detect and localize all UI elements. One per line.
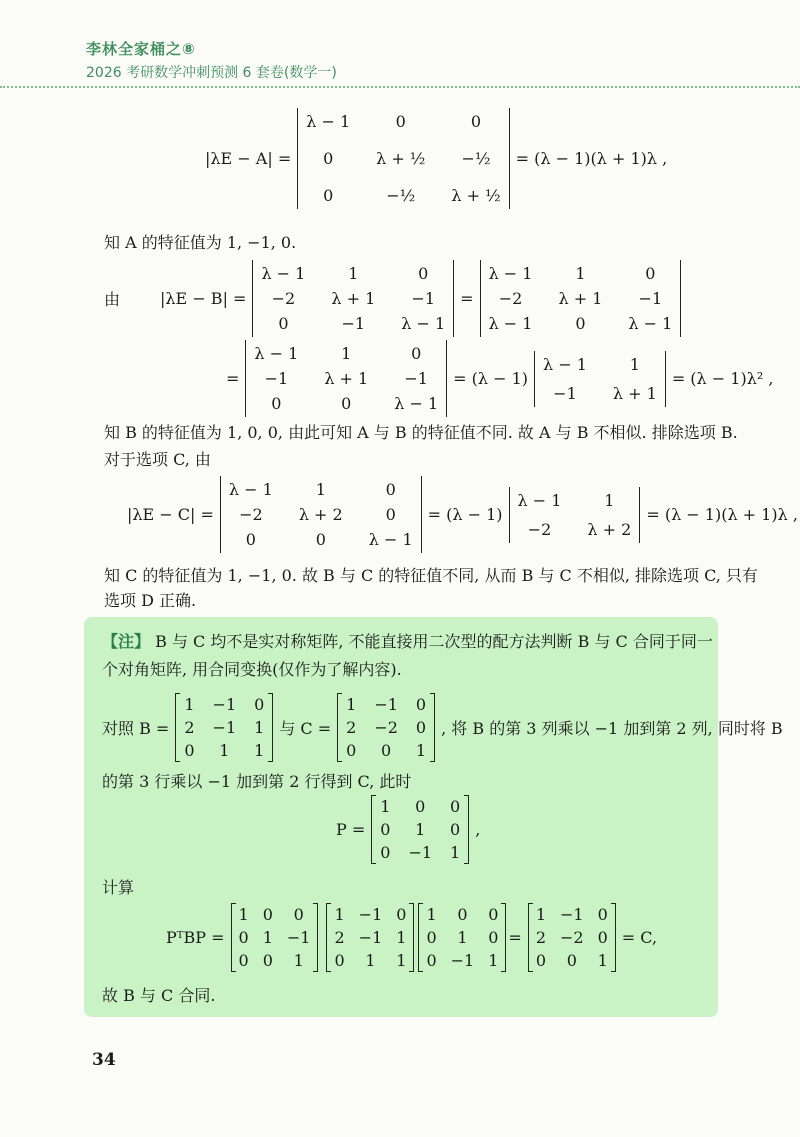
- cell: 0: [385, 505, 396, 524]
- cell: 0: [566, 951, 577, 970]
- cell: 1: [315, 480, 326, 499]
- cell: 1: [415, 820, 426, 839]
- header-divider: [0, 86, 800, 88]
- cell: λ − 1: [394, 394, 439, 413]
- cell: λ − 1: [228, 480, 273, 499]
- cell: 1: [629, 354, 640, 374]
- eq1-lhs: |λE − A| =: [205, 149, 292, 168]
- with-c: 与 C =: [279, 719, 332, 738]
- cell: 0: [380, 843, 391, 862]
- cell: −1: [212, 695, 237, 714]
- cell: λ − 1: [543, 354, 587, 374]
- cell: λ − 1: [517, 490, 562, 510]
- cell: λ + ½: [376, 149, 426, 168]
- cell: 1: [415, 741, 427, 760]
- cell: 0: [415, 695, 427, 714]
- note-line-1: [102, 629, 713, 655]
- cell: −1: [212, 718, 237, 737]
- cell: −1: [638, 289, 663, 308]
- equation-det-b-cont: [226, 340, 773, 417]
- cell: 0: [385, 480, 396, 499]
- series-title: 李林全家桶之⑧: [86, 40, 196, 58]
- cell: −1: [264, 369, 289, 388]
- cell: −1: [553, 383, 577, 403]
- cell: 0: [293, 905, 304, 924]
- cell: 2: [535, 928, 546, 947]
- cell: 1: [604, 490, 615, 510]
- cell: λ − 1: [628, 314, 673, 333]
- cell: 0: [346, 741, 357, 760]
- eq2-equals: =: [460, 289, 474, 308]
- cell: 1: [334, 905, 345, 924]
- cell: 1: [535, 905, 546, 924]
- cell: λ + 1: [331, 289, 376, 308]
- cell: 0: [645, 264, 656, 283]
- cell: 1: [488, 951, 499, 970]
- cell: 0: [488, 905, 499, 924]
- text-option-c: 对于选项 C, 由: [104, 450, 211, 469]
- cell: 1: [238, 905, 249, 924]
- cell: 1: [426, 905, 437, 924]
- compare-suffix: , 将 B 的第 3 列乘以 −1 加到第 2 列, 同时将 B: [441, 719, 783, 738]
- p-lhs: P =: [336, 820, 366, 839]
- cell: −1: [358, 905, 383, 924]
- p-end: ,: [475, 820, 481, 839]
- product-row: [166, 903, 657, 972]
- matrix-b-product: [326, 903, 414, 972]
- eq1-rhs: = (λ − 1)(λ + 1)λ ,: [515, 149, 668, 168]
- cell: 1: [219, 741, 230, 760]
- cell: 1: [597, 951, 608, 970]
- det-b-2: [480, 260, 682, 337]
- running-header: [86, 38, 337, 82]
- cell: 0: [450, 797, 461, 816]
- cell: 1: [254, 718, 265, 737]
- cell: 0: [426, 928, 437, 947]
- cell: 1: [457, 928, 468, 947]
- det-b-1: [252, 260, 454, 337]
- text-answer: 选项 D 正确.: [104, 591, 197, 610]
- cell: 0: [184, 741, 195, 760]
- eq4-lhs: |λE − C| =: [127, 505, 214, 524]
- cell: 1: [254, 741, 265, 760]
- cell: 0: [271, 394, 282, 413]
- cell: 0: [411, 344, 422, 363]
- cell: −1: [374, 695, 398, 714]
- cell: 0: [450, 820, 461, 839]
- eq2-prefix: 由: [104, 290, 121, 309]
- matrix-pt: [231, 903, 319, 972]
- cell: −2: [239, 505, 263, 524]
- page-number: 34: [92, 1050, 116, 1070]
- cell: 0: [238, 928, 249, 947]
- cell: −2: [527, 519, 552, 539]
- cell: 0: [597, 928, 608, 947]
- cell: 0: [488, 928, 499, 947]
- cell: 1: [262, 928, 273, 947]
- cell: −1: [286, 928, 311, 947]
- matrix-b: [175, 693, 273, 762]
- cell: 0: [575, 314, 586, 333]
- cell: −½: [461, 149, 491, 168]
- text-eigen-a: 知 A 的特征值为 1, −1, 0.: [104, 233, 297, 252]
- cell: 0: [415, 797, 426, 816]
- text-eigen-b: 知 B 的特征值为 1, 0, 0, 由此可知 A 与 B 的特征值不同. 故 A 与 B 不相似. 排除选项 B.: [104, 423, 738, 442]
- cell: 2: [184, 718, 195, 737]
- cell: 0: [380, 820, 391, 839]
- cell: 0: [278, 314, 289, 333]
- cell: 0: [535, 951, 546, 970]
- equation-det-a: [205, 108, 667, 209]
- cell: 0: [334, 951, 345, 970]
- cell: λ − 1: [306, 112, 351, 131]
- book-title: 2026 考研数学冲刺预测 6 套卷(数学一): [86, 65, 337, 81]
- cell: 0: [426, 951, 437, 970]
- cell: 0: [597, 905, 608, 924]
- prod-lhs: PᵀBP =: [166, 928, 225, 947]
- note-conclusion: 故 B 与 C 合同.: [102, 986, 216, 1005]
- matrix-p-row: [336, 795, 480, 864]
- cell: λ + 1: [612, 383, 657, 403]
- cell: 2: [334, 928, 345, 947]
- note-box: [84, 617, 783, 1017]
- cell: 0: [238, 951, 249, 970]
- matrix-p-product: [418, 903, 506, 972]
- cell: 0: [341, 394, 352, 413]
- cell: 0: [323, 186, 334, 205]
- cell: −½: [386, 186, 416, 205]
- eq3-rhs: = (λ − 1)λ² ,: [671, 369, 774, 388]
- cell: 1: [396, 928, 407, 947]
- cell: −1: [408, 843, 433, 862]
- det-b-3: [245, 340, 447, 417]
- det-a: [297, 108, 509, 209]
- cell: 0: [262, 951, 273, 970]
- cell: −1: [560, 905, 584, 924]
- cell: −1: [450, 951, 475, 970]
- product-equals: =: [508, 928, 522, 947]
- cell: 0: [323, 149, 334, 168]
- cell: 0: [245, 530, 256, 549]
- eq4-factor: = (λ − 1): [427, 505, 503, 524]
- note-line-2: 个对角矩阵, 用合同变换(仅作为了解内容).: [102, 660, 402, 679]
- cell: 1: [184, 695, 195, 714]
- compare-b-c: [102, 693, 783, 762]
- eq3-factor: = (λ − 1): [453, 369, 528, 388]
- det-b-minor: [534, 351, 666, 407]
- det-c: [220, 476, 422, 553]
- cell: 0: [315, 530, 326, 549]
- cell: 0: [262, 905, 273, 924]
- cell: 0: [457, 905, 468, 924]
- cell: 0: [418, 264, 429, 283]
- cell: −2: [498, 289, 523, 308]
- eq4-rhs: = (λ − 1)(λ + 1)λ ,: [646, 505, 798, 524]
- eq2-lhs: |λE − B| =: [160, 289, 247, 308]
- cell: λ + 2: [298, 505, 343, 524]
- cell: 1: [348, 264, 359, 283]
- cell: −1: [411, 289, 436, 308]
- cell: λ + ½: [451, 186, 501, 205]
- cell: −1: [341, 314, 366, 333]
- note-calc: 计算: [102, 878, 135, 897]
- cell: λ − 1: [254, 344, 299, 363]
- cell: 2: [346, 718, 357, 737]
- eq3-equals: =: [226, 369, 240, 388]
- cell: λ − 1: [488, 264, 533, 283]
- matrix-p: [371, 795, 469, 864]
- cell: 0: [396, 905, 407, 924]
- cell: 0: [254, 695, 265, 714]
- cell: 1: [575, 264, 586, 283]
- equation-det-b: [104, 260, 687, 337]
- cell: λ − 1: [261, 264, 306, 283]
- cell: λ − 1: [368, 530, 413, 549]
- note-line-3: 的第 3 行乘以 −1 加到第 2 行得到 C, 此时: [102, 772, 412, 791]
- text-eigen-c: 知 C 的特征值为 1, −1, 0. 故 B 与 C 的特征值不同, 从而 B 与 C 不相似, 排除选项 C, 只有: [104, 566, 758, 585]
- cell: 1: [450, 843, 461, 862]
- cell: λ − 1: [401, 314, 446, 333]
- cell: 1: [396, 951, 407, 970]
- det-c-minor: [509, 487, 641, 543]
- cell: 1: [346, 695, 357, 714]
- note-tag: 【注】: [102, 632, 151, 651]
- cell: −2: [560, 928, 584, 947]
- compare-prefix: 对照 B =: [102, 719, 170, 738]
- cell: 0: [381, 741, 392, 760]
- cell: λ + 2: [587, 519, 632, 539]
- cell: 1: [365, 951, 376, 970]
- equation-det-c: [127, 476, 798, 553]
- cell: λ + 1: [558, 289, 603, 308]
- cell: λ − 1: [488, 314, 533, 333]
- cell: 1: [293, 951, 304, 970]
- cell: 0: [415, 718, 427, 737]
- matrix-c-result: [528, 903, 616, 972]
- cell: λ + 1: [324, 369, 369, 388]
- note-text-1: B 与 C 均不是实对称矩阵, 不能直接用二次型的配方法判断 B 与 C 合同于同一: [155, 632, 713, 651]
- cell: −1: [404, 369, 428, 388]
- cell: −1: [358, 928, 383, 947]
- cell: 1: [380, 797, 391, 816]
- prod-end: = C,: [621, 928, 658, 947]
- cell: −2: [271, 289, 296, 308]
- cell: 1: [341, 344, 352, 363]
- cell: 0: [395, 112, 406, 131]
- cell: −2: [374, 718, 398, 737]
- matrix-c: [337, 693, 435, 762]
- cell: 0: [470, 112, 482, 131]
